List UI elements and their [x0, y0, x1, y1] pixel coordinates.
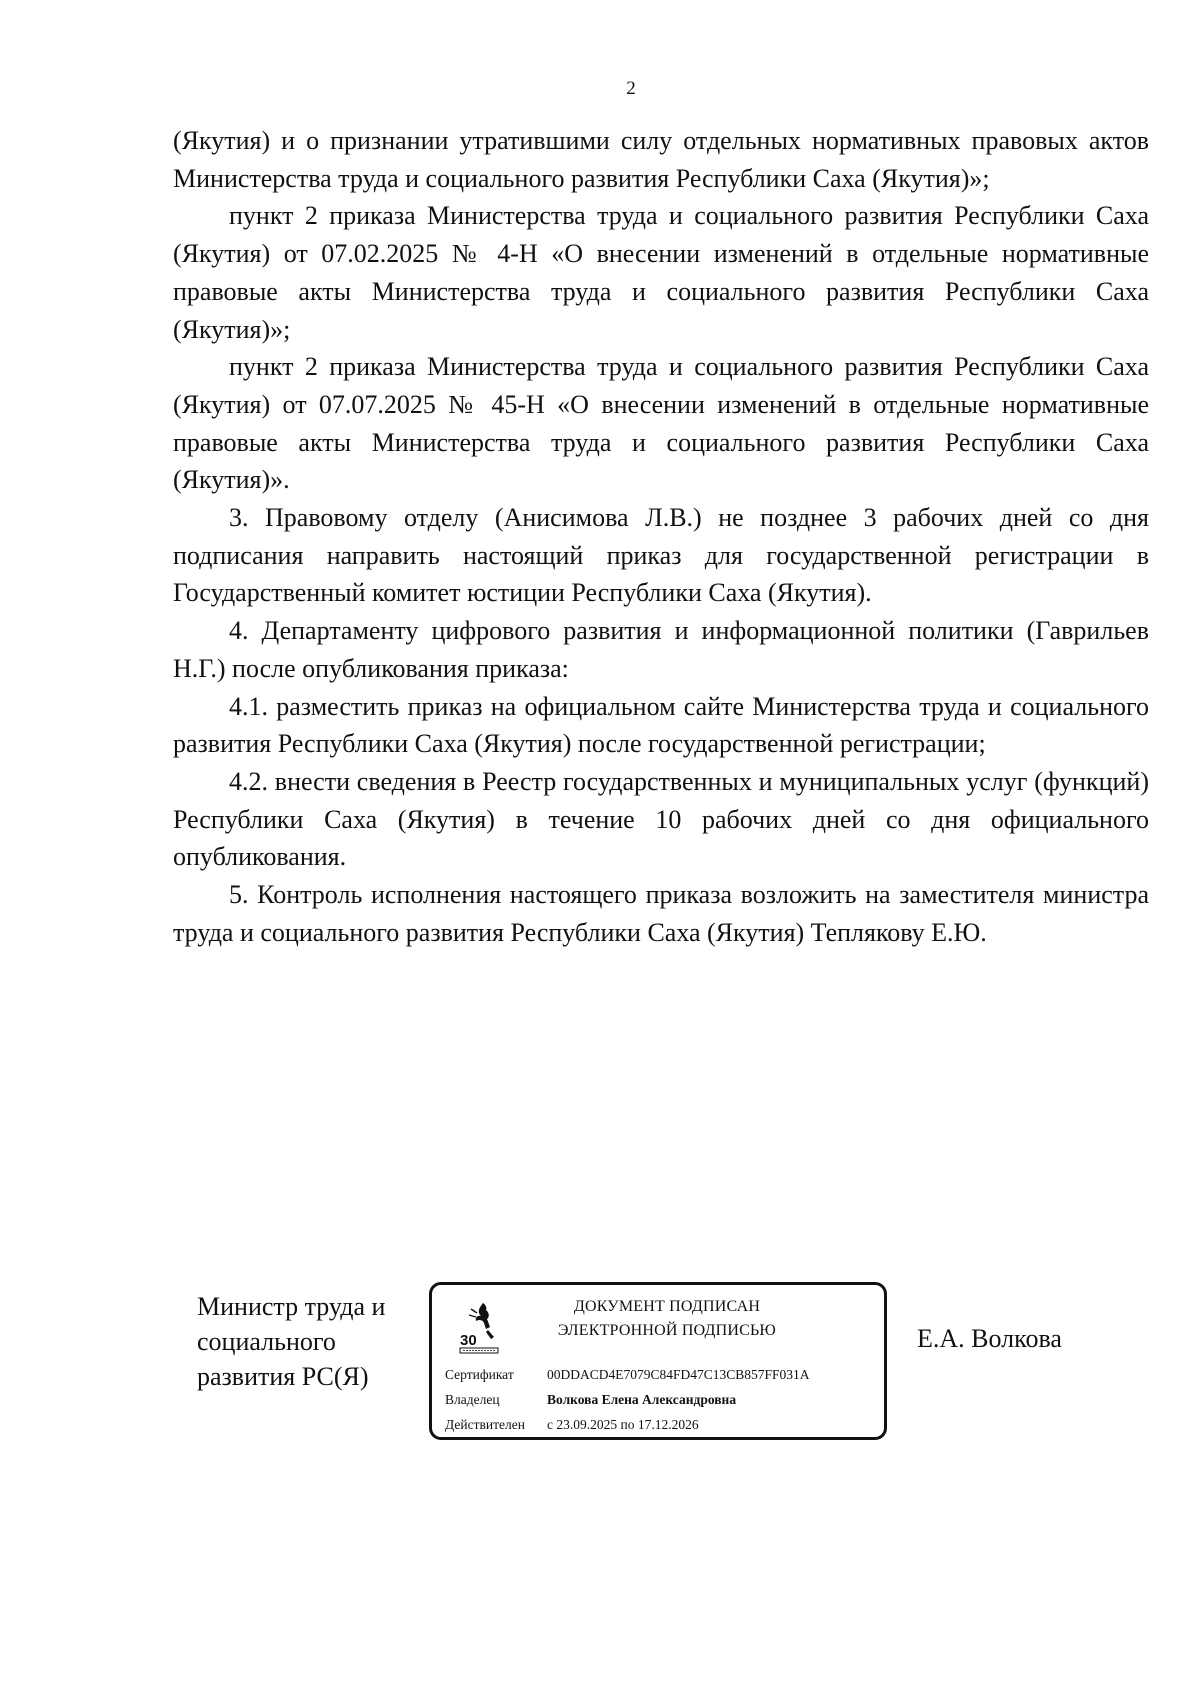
certificate-label: Сертификат	[445, 1367, 514, 1382]
document-body	[173, 122, 1149, 951]
signer-position-line: развития РС(Я)	[197, 1362, 369, 1391]
certificate-row	[445, 1367, 810, 1383]
page-number: 2	[626, 78, 636, 99]
signer-position	[197, 1289, 417, 1394]
owner-row	[445, 1392, 736, 1408]
owner-label: Владелец	[445, 1392, 500, 1407]
electronic-signature-stamp	[429, 1282, 887, 1440]
stamp-heading-line: ЭЛЕКТРОННОЙ ПОДПИСЬЮ	[557, 1322, 777, 1339]
signer-position-line: Министр труда и	[197, 1292, 386, 1321]
validity-row	[445, 1417, 699, 1433]
paragraph: 5. Контроль исполнения настоящего приказа возложить на заместителя министра труда и социального развития Республики Саха (Якутия) Теплякову Е.Ю.	[173, 880, 1149, 947]
paragraph: 3. Правовому отделу (Анисимова Л.В.) не позднее 3 рабочих дней со дня подписания направить настоящий приказ для государственной регистрации в Государственный комитет юстиции Республики Саха (Якутия).	[173, 503, 1149, 608]
validity-label: Действителен	[445, 1417, 525, 1432]
validity-value: с 23.09.2025 по 17.12.2026	[547, 1417, 699, 1432]
signer-name: Е.А. Волкова	[917, 1324, 1062, 1353]
paragraph: пункт 2 приказа Министерства труда и социального развития Республики Саха (Якутия) от 07.07.2025 № 45-Н «О внесении изменений в отдельные нормативные правовые акты Министерства труда и социального развития Республики Саха (Якутия)».	[173, 352, 1149, 495]
paragraph: 4.1. разместить приказ на официальном сайте Министерства труда и социального развития Республики Саха (Якутия) после государственной регистрации;	[173, 691, 1149, 759]
jubilee-30-emblem-icon	[459, 1299, 503, 1357]
paragraph: 4.2. внести сведения в Реестр государственных и муниципальных услуг (функций) Республики Саха (Якутия) в течение 10 рабочих дней со дня официального опубликования.	[173, 766, 1149, 872]
signature-block	[0, 1282, 1200, 1442]
signer-position-line: социального	[197, 1327, 336, 1356]
stamp-heading	[522, 1295, 812, 1343]
owner-value: Волкова Елена Александровна	[547, 1392, 737, 1407]
certificate-value: 00DDACD4E7079C84FD47C13CB857FF031A	[547, 1367, 810, 1382]
paragraph: 4. Департаменту цифрового развития и информационной политики (Гаврильев Н.Г.) после опубликования приказа:	[173, 616, 1149, 683]
paragraph: (Якутия) и о признании утратившими силу отдельных нормативных правовых актов Министерства труда и социального развития Республики Саха (Якутия)»;	[173, 126, 1149, 193]
stamp-heading-line: ДОКУМЕНТ ПОДПИСАН	[573, 1298, 761, 1315]
paragraph: пункт 2 приказа Министерства труда и социального развития Республики Саха (Якутия) от 07.02.2025 № 4-Н «О внесении изменений в отдельные нормативные правовые акты Министерства труда и социального развития Республики Саха (Якутия)»;	[173, 201, 1149, 344]
emblem-number: 30	[460, 1332, 477, 1349]
